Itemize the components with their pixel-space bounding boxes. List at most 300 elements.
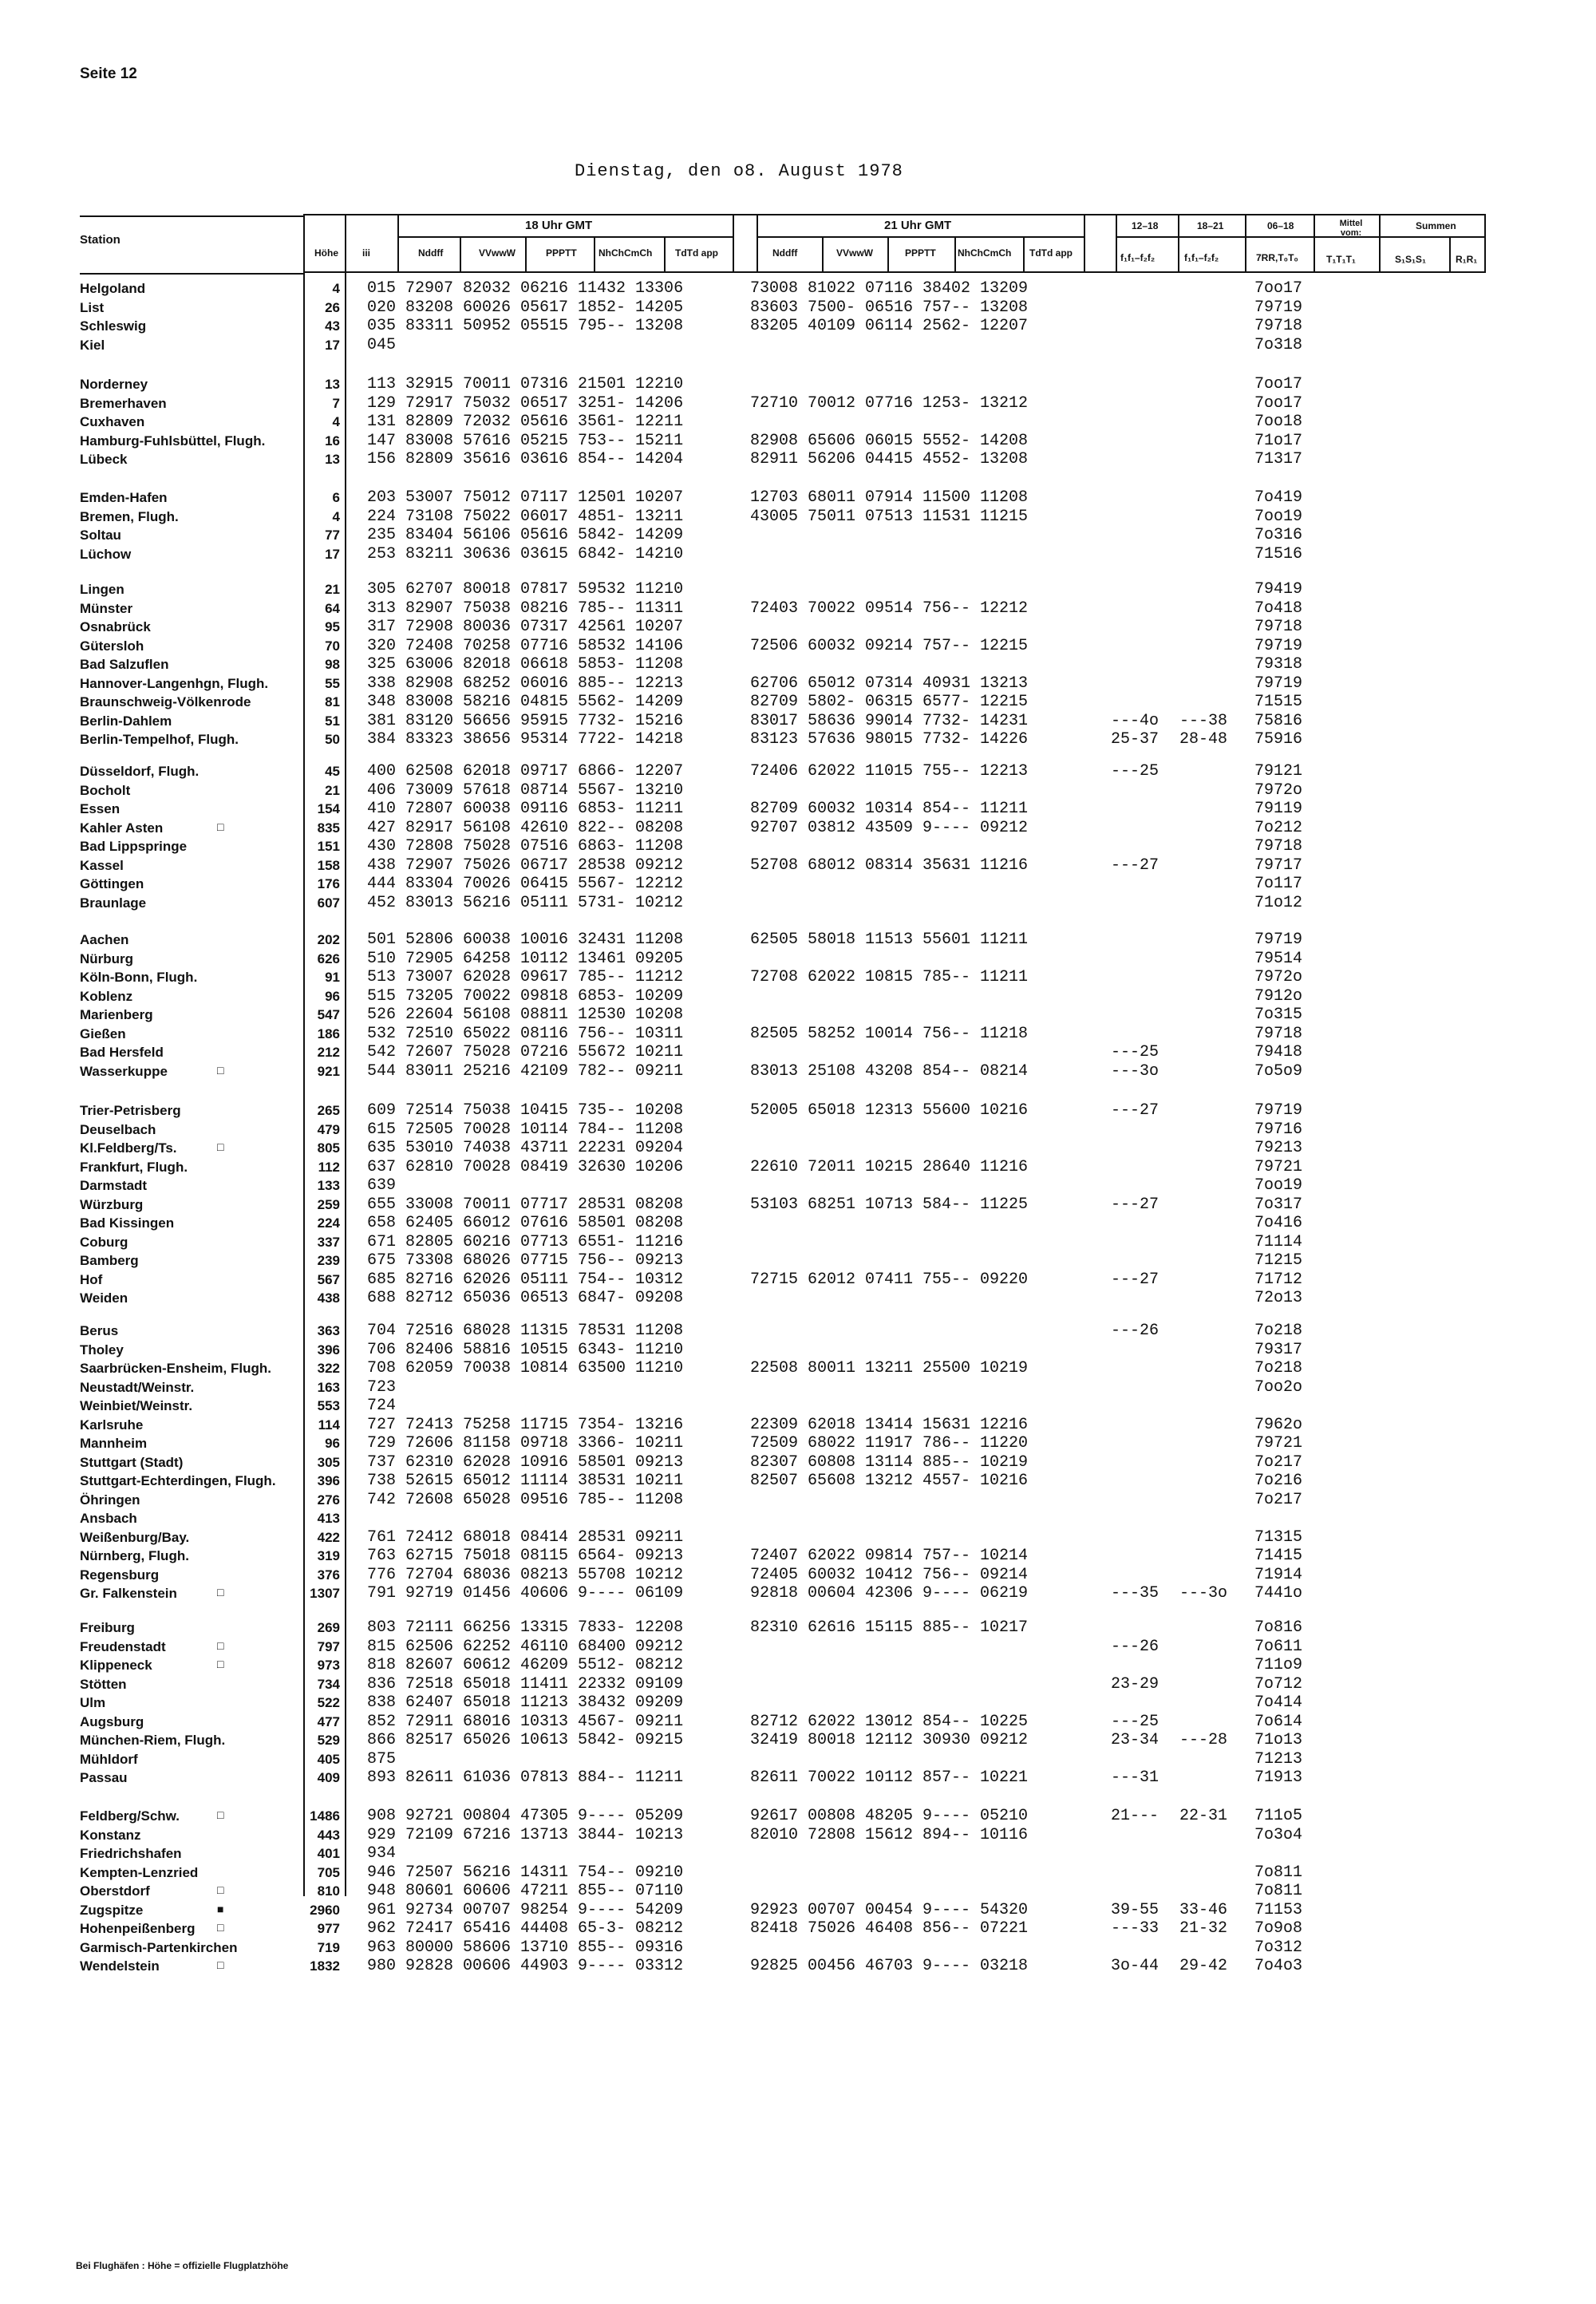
gust-18-21: 22-31 [1179,1807,1228,1825]
report-date: Dienstag, den o8. August 1978 [575,161,903,181]
obs-21-gmt: 92923 00707 00454 9---- 54320 [750,1900,1029,1919]
station-height: 276 [317,1492,340,1508]
table-row [0,781,1596,800]
station-name: Soltau [80,528,121,543]
obs-21-gmt: 82611 70022 10112 857-- 10221 [750,1769,1029,1787]
header-12-18: 12–18 [1132,220,1159,231]
station-name: Neustadt/Weinstr. [80,1379,195,1395]
gust-12-18: 23-34 [1111,1731,1159,1749]
station-name: List [80,299,105,315]
obs-18-gmt: 430 72808 75028 07516 6863- 11208 [367,837,684,856]
station-height: 422 [317,1529,340,1545]
station-name: Braunlage [80,895,147,911]
obs-18-gmt: 015 72907 82032 06216 11432 13306 [367,279,684,298]
mittel-value: 7o811 [1254,1882,1302,1900]
obs-18-gmt: 320 72408 70258 07716 58532 14106 [367,636,684,655]
obs-21-gmt: 53103 68251 10713 584-- 11225 [750,1195,1029,1214]
obs-21-gmt: 22610 72011 10215 28640 11216 [750,1157,1029,1176]
obs-18-gmt: 045 [367,335,406,354]
gust-18-21: 28-48 [1179,730,1228,749]
station-name: Weiden [80,1290,128,1306]
station-name: Nürburg [80,950,134,966]
mittel-value: 79718 [1254,618,1302,636]
obs-21-gmt: 92825 00456 46703 9---- 03218 [750,1957,1029,1975]
obs-18-gmt: 035 83311 50952 05515 795-- 13208 [367,317,684,335]
mittel-value: 7962o [1254,1415,1302,1434]
station-name: Mannheim [80,1436,148,1451]
station-marker: □ [217,1065,224,1077]
obs-18-gmt: 609 72514 75038 10415 735-- 10208 [367,1101,684,1120]
obs-18-gmt: 253 83211 30636 03615 6842- 14210 [367,544,684,563]
station-height: 13 [325,452,340,467]
obs-18-gmt: 815 62506 62252 46110 68400 09212 [367,1637,684,1656]
station-name: Kempten-Lenzried [80,1864,199,1880]
obs-18-gmt: 946 72507 56216 14311 754-- 09210 [367,1863,684,1882]
table-row [0,1195,1596,1214]
mittel-value: 79721 [1254,1434,1302,1452]
station-height: 45 [325,764,340,779]
station-marker: □ [217,1960,224,1972]
obs-21-gmt: 82709 5802- 06315 6577- 12215 [750,693,1029,711]
mittel-value: 79718 [1254,317,1302,335]
table-row [0,894,1596,912]
mittel-value: 75816 [1254,711,1302,730]
table-row [0,394,1596,413]
station-name: Berlin-Dahlem [80,713,172,729]
obs-18-gmt: 305 62707 80018 07817 59532 11210 [367,580,684,599]
mittel-value: 79121 [1254,762,1302,781]
obs-21-gmt: 72403 70022 09514 756-- 12212 [750,599,1029,618]
gust-12-18: 25-37 [1111,730,1159,749]
station-name: Bad Hersfeld [80,1045,164,1060]
obs-18-gmt: 427 82917 56108 42610 822-- 08208 [367,818,684,837]
obs-18-gmt: 727 72413 75258 11715 7354- 13216 [367,1415,684,1434]
obs-18-gmt: 929 72109 67216 13713 3844- 10213 [367,1825,684,1844]
station-height: 1486 [310,1808,340,1824]
mittel-value: 71114 [1254,1232,1302,1251]
obs-21-gmt: 82911 56206 04415 4552- 13208 [750,450,1029,468]
mittel-value: 711o9 [1254,1656,1302,1674]
header-18-ppptt: PPPTT [546,247,577,259]
station-height: 158 [317,857,340,873]
station-marker: □ [217,1810,224,1822]
table-row [0,1618,1596,1637]
table-row [0,1289,1596,1307]
station-name: Konstanz [80,1827,141,1843]
station-name: Lingen [80,582,124,597]
table-row [0,432,1596,450]
station-name: Berus [80,1323,119,1338]
station-name: Karlsruhe [80,1417,144,1433]
station-height: 921 [317,1063,340,1079]
obs-21-gmt: 82307 60808 13114 885-- 10219 [750,1452,1029,1472]
station-height: 479 [317,1121,340,1137]
station-name: Helgoland [80,281,146,296]
table-row [0,1938,1596,1957]
mittel-value: 7972o [1254,968,1302,986]
station-height: 133 [317,1178,340,1193]
station-height: 21 [325,782,340,798]
mittel-value: 79213 [1254,1139,1302,1157]
obs-18-gmt: 836 72518 65018 11411 22332 09109 [367,1674,684,1693]
gust-12-18: ---26 [1111,1322,1159,1340]
gust-12-18: ---27 [1111,856,1159,875]
header-18-nddff: Nddff [418,247,444,259]
table-row [0,1638,1596,1656]
mittel-value: 7o418 [1254,599,1302,618]
table-row [0,1006,1596,1024]
mittel-value: 7oo2o [1254,1377,1302,1397]
mittel-value: 79719 [1254,931,1302,949]
station-height: 202 [317,932,340,947]
obs-18-gmt: 400 62508 62018 09717 6866- 12207 [367,762,684,781]
station-height: 2960 [310,1902,340,1918]
table-row [0,762,1596,781]
station-height: 973 [317,1658,340,1673]
mittel-value: 75916 [1254,730,1302,749]
table-row [0,1713,1596,1731]
mittel-value: 79419 [1254,580,1302,599]
station-name: Köln-Bonn, Flugh. [80,970,198,985]
header-hoehe: Höhe [314,247,338,259]
obs-21-gmt: 12703 68011 07914 11500 11208 [750,488,1029,507]
station-name: Tholey [80,1342,124,1358]
gust-12-18: ---27 [1111,1195,1159,1214]
header-station: Station [80,233,120,247]
mittel-value: 79716 [1254,1120,1302,1139]
station-marker: ■ [217,1903,224,1916]
table-row [0,1656,1596,1674]
table-row [0,1844,1596,1863]
mittel-value: 79719 [1254,674,1302,693]
station-name: München-Riem, Flugh. [80,1733,226,1748]
obs-18-gmt: 203 53007 75012 07117 12501 10207 [367,488,684,507]
mittel-value: 7o318 [1254,335,1302,354]
table-row [0,730,1596,749]
gust-12-18: 23-29 [1111,1674,1159,1693]
station-name: Essen [80,801,120,816]
obs-18-gmt: 655 33008 70011 07717 28531 08208 [367,1195,684,1214]
station-height: 477 [317,1713,340,1729]
mittel-value: 7oo19 [1254,1176,1302,1195]
station-height: 224 [317,1215,340,1231]
obs-18-gmt: 729 72606 81158 09718 3366- 10211 [367,1434,684,1452]
station-height: 17 [325,337,340,353]
table-row [0,1528,1596,1547]
header-21-ppptt: PPPTT [905,247,936,259]
obs-18-gmt: 381 83120 56656 95915 7732- 15216 [367,711,684,730]
mittel-value: 79718 [1254,837,1302,856]
station-name: Oberstdorf [80,1883,150,1899]
mittel-value: 7oo17 [1254,393,1302,413]
obs-21-gmt: 72710 70012 07716 1253- 13212 [750,393,1029,413]
mittel-value: 79721 [1254,1157,1302,1176]
mittel-value: 7o614 [1254,1712,1302,1731]
mittel-value: 7441o [1254,1584,1302,1603]
station-height: 96 [325,1436,340,1451]
gust-18-21: ---38 [1179,711,1228,730]
station-name: Mühldorf [80,1751,138,1767]
obs-18-gmt: 020 83208 60026 05617 1852- 14205 [367,298,684,317]
gust-12-18: ---31 [1111,1769,1159,1787]
obs-18-gmt: 803 72111 66256 13315 7833- 12208 [367,1618,684,1637]
obs-18-gmt: 129 72917 75032 06517 3251- 14206 [367,393,684,413]
station-name: Garmisch-Partenkirchen [80,1939,238,1955]
mittel-value: 711o5 [1254,1807,1302,1825]
station-height: 55 [325,675,340,691]
station-name: Nürnberg, Flugh. [80,1548,189,1563]
header-21-nddff: Nddff [772,247,798,259]
obs-18-gmt: 348 83008 58216 04815 5562- 14209 [367,693,684,711]
header-sub-mittel: T₁T₁T₁ [1326,254,1356,265]
table-row [0,655,1596,674]
station-height: 26 [325,299,340,315]
station-name: Aachen [80,932,129,947]
station-height: 337 [317,1234,340,1250]
station-name: Lübeck [80,452,128,467]
gust-12-18: ---25 [1111,762,1159,781]
station-height: 719 [317,1939,340,1955]
table-row [0,580,1596,599]
table-row [0,1341,1596,1359]
station-name: Ulm [80,1695,106,1710]
obs-18-gmt: 724 [367,1397,406,1415]
station-name: Kiel [80,337,105,353]
station-name: Coburg [80,1234,128,1250]
header-sub-18-21: f₁f₁–f₂f₂ [1184,252,1219,263]
table-row [0,526,1596,544]
station-name: Stötten [80,1676,127,1692]
mittel-value: 79119 [1254,800,1302,818]
station-height: 81 [325,694,340,709]
obs-18-gmt: 513 73007 62028 09617 785-- 11212 [367,968,684,986]
station-name: Friedrichshafen [80,1846,182,1861]
obs-18-gmt: 452 83013 56216 05111 5731- 10212 [367,893,684,912]
station-height: 259 [317,1196,340,1212]
station-name: Frankfurt, Flugh. [80,1159,188,1175]
station-height: 269 [317,1620,340,1635]
table-row [0,1584,1596,1603]
station-height: 401 [317,1846,340,1861]
table-row [0,1434,1596,1452]
table-row [0,1675,1596,1693]
table-row [0,1957,1596,1975]
station-name: Emden-Hafen [80,490,168,505]
station-height: 734 [317,1676,340,1692]
obs-18-gmt: 406 73009 57618 08714 5567- 13210 [367,781,684,800]
station-name: Deuselbach [80,1121,156,1137]
table-row [0,1547,1596,1565]
table-row [0,1566,1596,1584]
table-row [0,1233,1596,1251]
mittel-value: 7o3o4 [1254,1825,1302,1844]
mittel-value: 79317 [1254,1340,1302,1359]
obs-21-gmt: 72708 62022 10815 785-- 11211 [750,968,1029,986]
obs-18-gmt: 948 80601 60606 47211 855-- 07110 [367,1882,684,1900]
station-height: 396 [317,1342,340,1358]
mittel-value: 7912o [1254,986,1302,1006]
station-height: 13 [325,377,340,392]
obs-21-gmt: 82418 75026 46408 856-- 07221 [750,1919,1029,1938]
station-name: Wendelstein [80,1958,160,1974]
obs-18-gmt: 742 72608 65028 09516 785-- 11208 [367,1490,684,1509]
mittel-value: 7o611 [1254,1637,1302,1656]
station-name: Düsseldorf, Flugh. [80,764,200,779]
obs-18-gmt: 338 82908 68252 06016 885-- 12213 [367,674,684,693]
table-row [0,279,1596,298]
mittel-value: 79719 [1254,298,1302,317]
header-sub-12-18: f₁f₁–f₂f₂ [1120,252,1156,263]
mittel-value: 79318 [1254,655,1302,674]
station-height: 547 [317,1007,340,1022]
mittel-value: 71o12 [1254,893,1302,912]
obs-18-gmt: 908 92721 00804 47305 9---- 05209 [367,1807,684,1825]
mittel-value: 79719 [1254,636,1302,655]
header-21-vvwww: VVwwW [836,247,874,259]
station-name: Gießen [80,1026,126,1041]
obs-18-gmt: 934 [367,1844,406,1863]
obs-18-gmt: 961 92734 00707 98254 9---- 54209 [367,1900,684,1919]
obs-21-gmt: 82712 62022 13012 854-- 10225 [750,1712,1029,1731]
obs-18-gmt: 866 82517 65026 10613 5842- 09215 [367,1731,684,1749]
table-row [0,1139,1596,1157]
station-marker: □ [217,1885,224,1897]
obs-21-gmt: 43005 75011 07513 11531 11215 [750,507,1029,526]
station-height: 16 [325,433,340,449]
obs-18-gmt: 776 72704 68036 08213 55708 10212 [367,1565,684,1584]
station-height: 305 [317,1454,340,1470]
mittel-value: 7o811 [1254,1863,1302,1882]
table-row [0,1416,1596,1434]
mittel-value: 71o17 [1254,431,1302,450]
table-row [0,1491,1596,1509]
station-name: Hamburg-Fuhlsbüttel, Flugh. [80,433,266,449]
mittel-value: 7o414 [1254,1693,1302,1712]
table-row [0,819,1596,837]
obs-18-gmt: 147 83008 57616 05215 753-- 15211 [367,431,684,450]
station-name: Göttingen [80,876,144,891]
obs-18-gmt: 688 82712 65036 06513 6847- 09208 [367,1289,684,1307]
station-height: 413 [317,1511,340,1526]
station-height: 626 [317,950,340,966]
gust-12-18: ---27 [1111,1270,1159,1289]
table-row [0,599,1596,618]
station-name: Augsburg [80,1713,144,1729]
mittel-value: 7o312 [1254,1938,1302,1957]
table-row [0,931,1596,949]
mittel-value: 79514 [1254,949,1302,968]
header-mittel: Mittel vom: [1339,219,1363,238]
header-sub-summen-1: S₁S₁S₁ [1395,254,1426,265]
header-21-clouds: NhChCmCh [958,247,1012,259]
obs-18-gmt: 113 32915 70011 07316 21501 12210 [367,375,684,393]
mittel-value: 79418 [1254,1043,1302,1061]
obs-21-gmt: 83603 7500- 06516 757-- 13208 [750,298,1029,317]
station-name: Hohenpeißenberg [80,1921,196,1936]
gust-12-18: ---27 [1111,1101,1159,1120]
obs-18-gmt: 313 82907 75038 08216 785-- 11311 [367,599,684,618]
station-name: Feldberg/Schw. [80,1808,180,1824]
station-height: 21 [325,582,340,597]
station-height: 1832 [310,1958,340,1974]
header-summen: Summen [1416,220,1456,231]
station-height: 98 [325,657,340,672]
obs-18-gmt: 615 72505 70028 10114 784-- 11208 [367,1120,684,1139]
obs-18-gmt: 963 80000 58606 13710 855-- 09316 [367,1938,684,1957]
obs-21-gmt: 62706 65012 07314 40931 13213 [750,674,1029,693]
station-height: 77 [325,528,340,543]
obs-18-gmt: 738 52615 65012 11114 38531 10211 [367,1472,684,1490]
mittel-value: 7o816 [1254,1618,1302,1637]
obs-18-gmt: 510 72905 64258 10112 13461 09205 [367,949,684,968]
header-21-gmt: 21 Uhr GMT [884,219,952,232]
obs-21-gmt: 72407 62022 09814 757-- 10214 [750,1547,1029,1565]
mittel-value: 7o218 [1254,1322,1302,1340]
gust-12-18: ---25 [1111,1712,1159,1731]
obs-21-gmt: 83017 58636 99014 7732- 14231 [750,711,1029,730]
station-height: 322 [317,1361,340,1376]
table-row [0,1378,1596,1397]
obs-18-gmt: 410 72807 60038 09116 6853- 11211 [367,800,684,818]
station-height: 1307 [310,1586,340,1601]
table-row [0,1271,1596,1289]
station-name: Bamberg [80,1253,139,1268]
station-name: Stuttgart (Stadt) [80,1454,184,1470]
table-row [0,508,1596,526]
gust-12-18: ---33 [1111,1919,1159,1938]
header-18-21: 18–21 [1197,220,1224,231]
table-row [0,1120,1596,1139]
table-row [0,837,1596,856]
station-height: 43 [325,318,340,334]
station-height: 567 [317,1271,340,1287]
station-name: Wasserkuppe [80,1063,168,1079]
table-row [0,1882,1596,1900]
table-row [0,1062,1596,1081]
table-row [0,968,1596,986]
table-row [0,1158,1596,1176]
station-height: 4 [332,414,340,429]
obs-18-gmt: 708 62059 70038 10814 63500 11210 [367,1359,684,1377]
station-height: 835 [317,820,340,836]
gust-12-18: ---26 [1111,1637,1159,1656]
station-name: Ansbach [80,1511,137,1526]
station-height: 405 [317,1751,340,1767]
obs-18-gmt: 980 92828 00606 44903 9---- 03312 [367,1957,684,1975]
station-name: Berlin-Tempelhof, Flugh. [80,732,239,747]
mittel-value: 7o9o8 [1254,1919,1302,1938]
obs-18-gmt: 838 62407 65018 11213 38432 09209 [367,1693,684,1712]
mittel-value: 71712 [1254,1270,1302,1289]
station-height: 64 [325,600,340,616]
station-name: Hof [80,1271,103,1287]
mittel-value: 71213 [1254,1749,1302,1769]
obs-21-gmt: 92707 03812 43509 9---- 09212 [750,818,1029,837]
station-height: 151 [317,839,340,854]
station-name: Weißenburg/Bay. [80,1529,190,1545]
station-height: 805 [317,1140,340,1156]
mittel-value: 7o315 [1254,1006,1302,1024]
mittel-value: 71o13 [1254,1731,1302,1749]
table-row [0,1826,1596,1844]
header-18-vvwww: VVwwW [479,247,516,259]
mittel-value: 79717 [1254,856,1302,875]
mittel-value: 71415 [1254,1547,1302,1565]
obs-18-gmt: 544 83011 25216 42109 782-- 09211 [367,1061,684,1081]
gust-18-21: ---3o [1179,1584,1228,1603]
obs-18-gmt: 317 72908 80036 07317 42561 10207 [367,618,684,636]
obs-18-gmt: 671 82805 60216 07713 6551- 11216 [367,1232,684,1251]
